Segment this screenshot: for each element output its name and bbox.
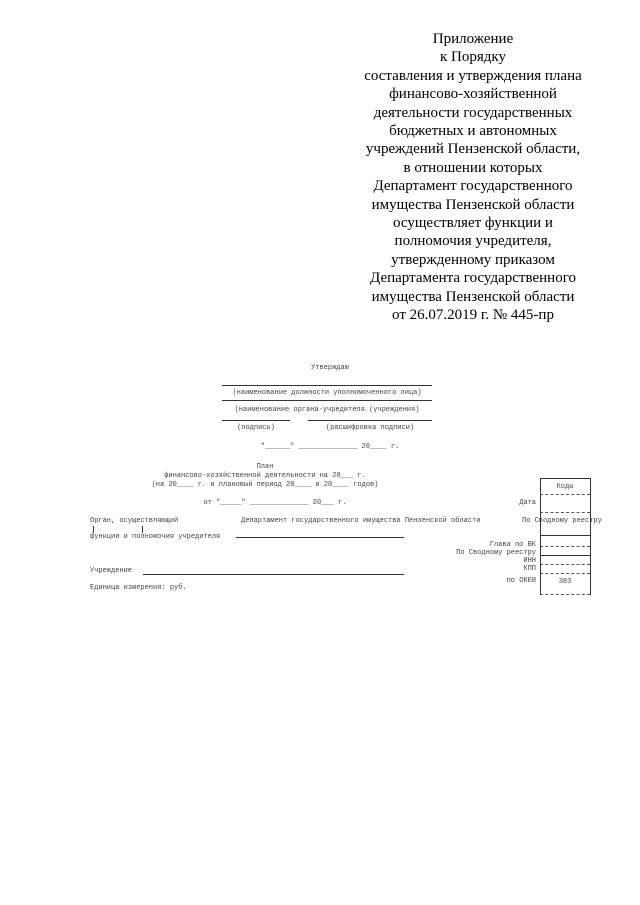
decoding-line — [308, 420, 432, 421]
header-line: имущества Пензенской области — [371, 196, 575, 213]
header-line: составления и утверждения плана — [364, 67, 582, 84]
codes-right-border — [590, 478, 591, 595]
approve-title: Утверждаю — [311, 364, 349, 372]
organ-caption: (наименование органа-учредителя (учреждения) — [234, 406, 420, 414]
registry-label: По Сводному реестру — [456, 549, 536, 557]
header-line: Приложение — [432, 31, 514, 47]
position-line — [222, 385, 432, 386]
approve-date: "______" ______________ 20____ г. — [260, 443, 400, 451]
header-line: к Порядку — [440, 49, 506, 66]
institution-line[interactable] — [143, 574, 404, 575]
codes-divider — [540, 546, 590, 547]
organ-label: Орган, осуществляющий — [90, 517, 179, 525]
okei-label: по ОКЕИ — [506, 577, 536, 585]
plan-line2: (на 20____ г. и плановый период 20____ и 20____ годов) — [151, 481, 379, 489]
header-line: бюджетных и автономных — [389, 123, 557, 140]
date-label: Дата — [519, 499, 536, 507]
organ-line — [236, 537, 404, 538]
codes-divider — [540, 535, 590, 536]
tick — [142, 526, 143, 533]
position-caption: (наименование должности уполномоченного лица) — [232, 389, 422, 397]
codes-divider — [540, 512, 590, 513]
codes-divider — [540, 564, 590, 565]
plan-date: от "_____" ______________ 20___ г. — [203, 499, 347, 507]
codes-header: Коды — [556, 483, 574, 491]
organ-value: Департамент государственного имущества Пензенской области — [241, 517, 481, 525]
institution-label: Учреждение — [90, 567, 133, 575]
plan-title: План — [256, 463, 274, 471]
header-line: деятельности государственных — [373, 104, 573, 121]
header-line: полномочия учредителя, — [394, 233, 552, 250]
codes-top — [540, 478, 590, 479]
codes-bottom — [540, 594, 590, 595]
header-line: Департамента государственного — [370, 270, 576, 287]
organ-line — [222, 400, 432, 401]
header-line: осуществляет функции и — [393, 215, 553, 232]
header-line: утвержденному приказом — [391, 251, 555, 268]
signature-line — [222, 420, 290, 421]
codes-divider — [540, 494, 590, 495]
header-line: учреждений Пензенской области, — [365, 141, 581, 158]
header-line: Департамент государственного — [373, 178, 573, 195]
header-line: от 26.07.2019 г. № 445-пр — [392, 307, 554, 324]
organ-label-2: функции и полномочия учредителя — [90, 533, 221, 541]
decoding-caption: (расшифровка подписи) — [325, 424, 415, 432]
signature-caption: (подпись) — [237, 424, 275, 432]
registry-top-label: По Сводному реестру — [522, 517, 602, 525]
header-line: финансово-хозяйственной — [389, 86, 557, 103]
appendix-header — [353, 30, 593, 325]
tick — [93, 526, 94, 533]
plan-line1: финансово-хозяйственной деятельности на 20___ г. — [164, 472, 366, 480]
glava-label: Глава по БК — [489, 541, 536, 549]
kpp-label: КПП — [523, 565, 536, 573]
okei-code: 383 — [558, 578, 572, 586]
header-line: в отношении которых — [403, 159, 543, 176]
codes-divider — [540, 573, 590, 574]
header-line: имущества Пензенской области — [371, 288, 575, 305]
codes-divider — [540, 555, 590, 556]
unit-label: Единица измерения: руб. — [90, 584, 187, 592]
inn-label: ИНН — [523, 557, 536, 565]
